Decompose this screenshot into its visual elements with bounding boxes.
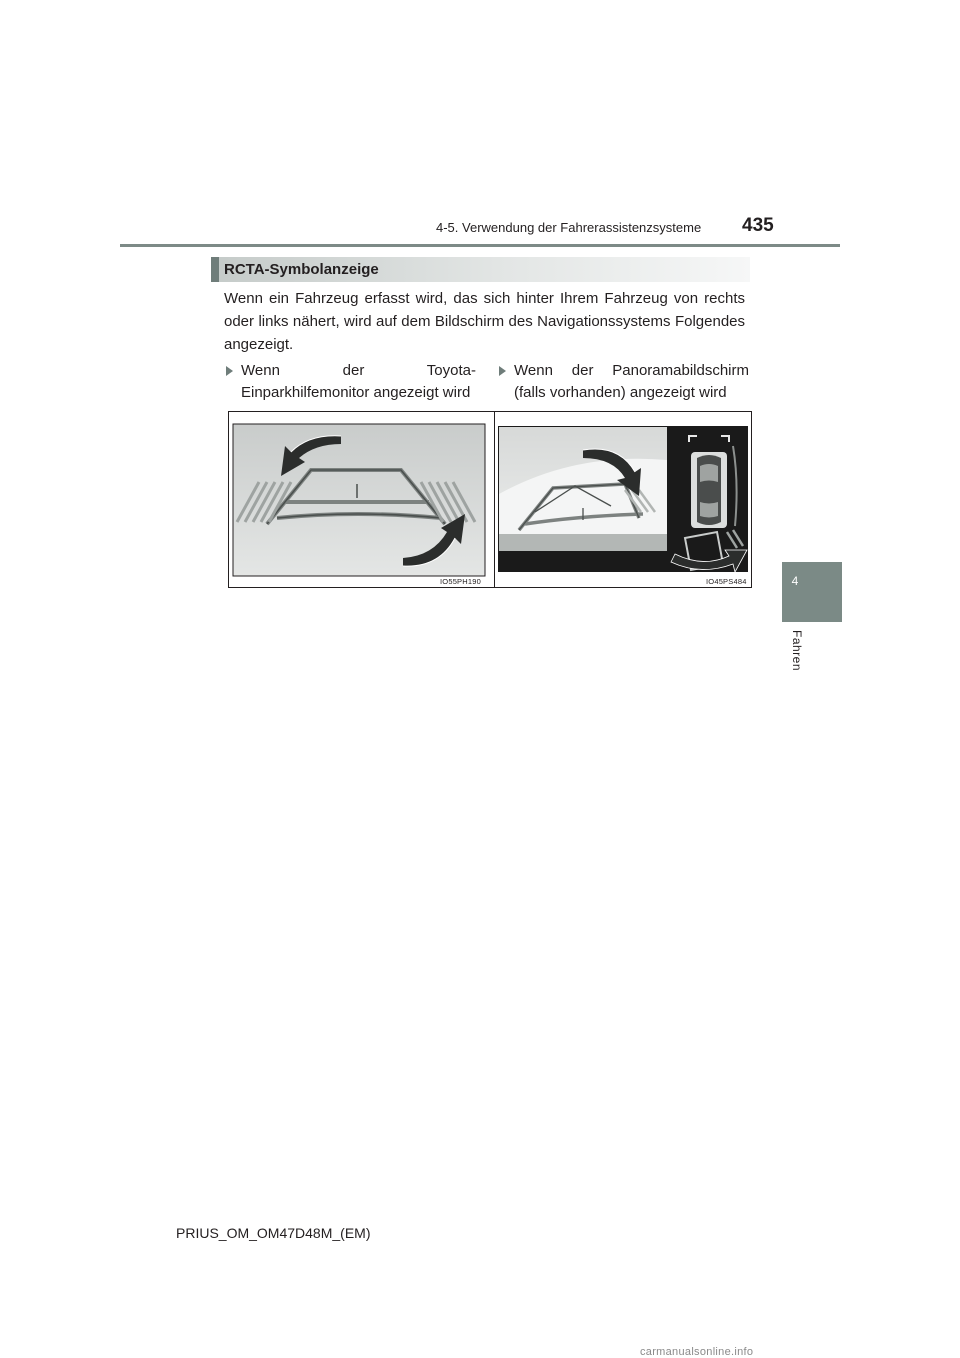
panoramic-view-illustration	[495, 412, 751, 587]
page-number: 435	[742, 215, 774, 236]
subsection-title: RCTA-Symbolanzeige	[224, 261, 379, 278]
header-rule	[120, 244, 840, 247]
watermark: carmanualsonline.info	[640, 1346, 754, 1358]
triangle-bullet-icon	[226, 366, 233, 376]
parking-monitor-illustration	[229, 412, 495, 587]
figure-code: IO55PH190	[440, 577, 481, 586]
chapter-number: 4	[791, 574, 799, 588]
subsection-marker	[211, 257, 219, 282]
section-header: 4-5. Verwendung der Fahrerassistenzsysteme	[436, 220, 702, 235]
triangle-bullet-icon	[499, 366, 506, 376]
bullet-text: Wenn der Toyota-Einparkhilfemonitor angezeigt wird	[241, 362, 476, 401]
bullet-text: Wenn der Panoramabildschirm (falls vorhanden) angezeigt wird	[514, 362, 749, 401]
bullet-item-parking-monitor	[226, 360, 476, 404]
chapter-label: Fahren	[790, 630, 804, 672]
chapter-tab	[782, 562, 842, 622]
figure-parking-monitor	[228, 411, 496, 588]
figure-code: IO45PS484	[706, 577, 747, 586]
body-paragraph: Wenn ein Fahrzeug erfasst wird, das sich hinter Ihrem Fahrzeug von rechts oder links nähert, wird auf dem Bildschirm des Navigationssystems Folgendes angezeigt.	[224, 290, 745, 353]
bullet-item-panoramic-view	[499, 360, 749, 404]
figure-panoramic-view	[494, 411, 752, 588]
footer-model-code: PRIUS_OM_OM47D48M_(EM)	[176, 1225, 371, 1241]
